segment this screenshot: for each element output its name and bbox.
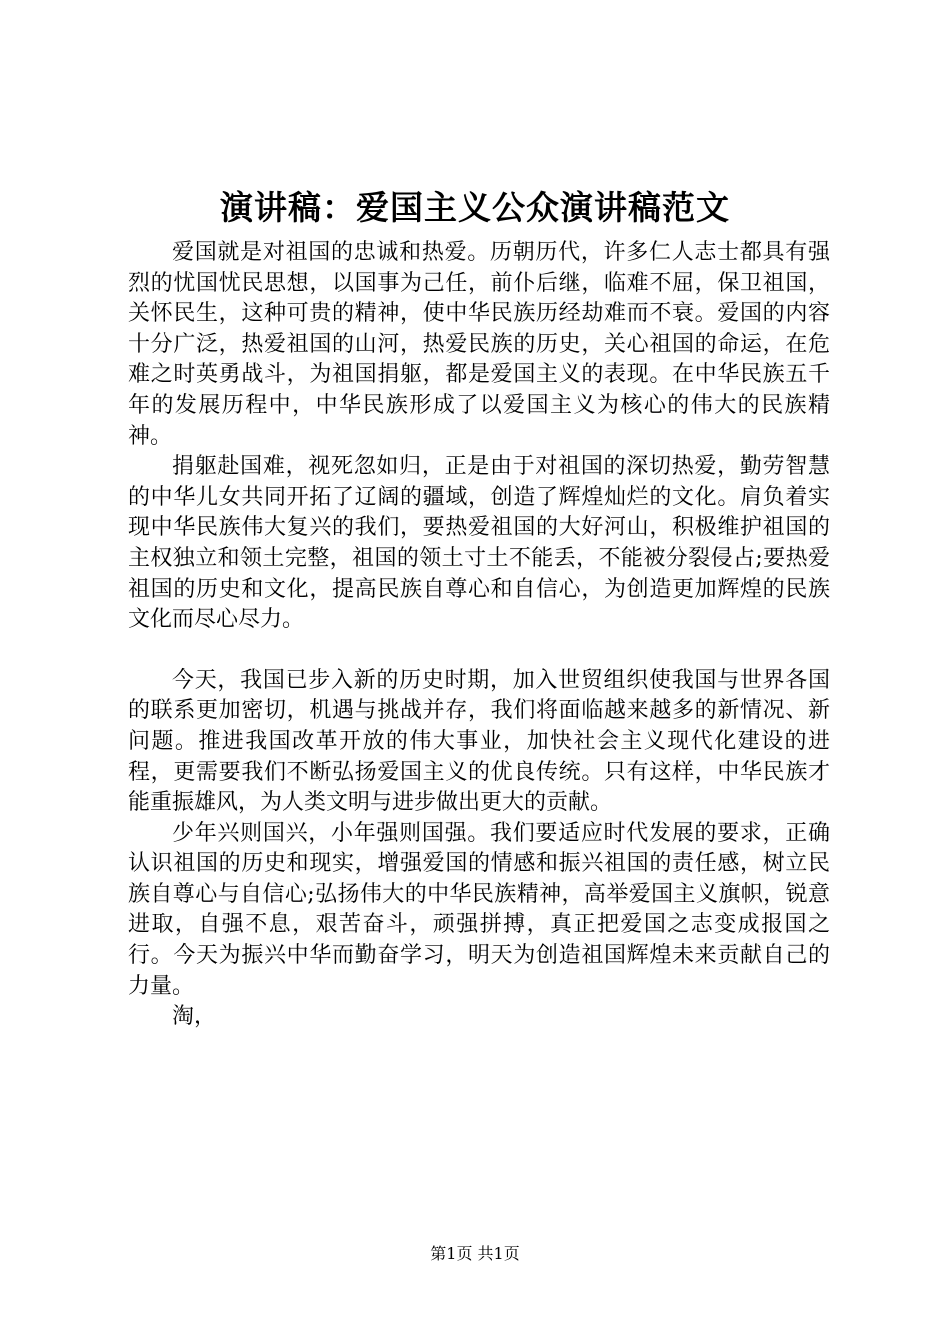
paragraph-3: 今天，我国已步入新的历史时期，加入世贸组织使我国与世界各国的联系更加密切，机遇与挑战并存，我们将面临越来越多的新情况、新问题。推进我国改革开放的伟大事业，加快社会主义现代化建设的进程，更需要我们不断弘扬爱国主义的优良传统。只有这样，中华民族才能重振雄风，为人类文明与进步做出更大的贡献。 [128, 667, 830, 816]
document-body [128, 238, 830, 1033]
document-title: 演讲稿：爱国主义公众演讲稿范文 [220, 188, 730, 227]
paragraph-5: 淘， [172, 1004, 217, 1030]
paragraph-4: 少年兴则国兴，小年强则国强。我们要适应时代发展的要求，正确认识祖国的历史和现实，增强爱国的情感和振兴祖国的责任感，树立民族自尊心与自信心;弘扬伟大的中华民族精神，高举爱国主义旗帜，锐意进取，自强不息，艰苦奋斗，顽强拼搏，真正把爱国之志变成报国之行。今天为振兴中华而勤奋学习，明天为创造祖国辉煌未来贡献自己的力量。 [128, 820, 830, 999]
paragraph-2: 捐躯赴国难，视死忽如归，正是由于对祖国的深切热爱，勤劳智慧的中华儿女共同开拓了辽阔的疆域，创造了辉煌灿烂的文化。肩负着实现中华民族伟大复兴的我们，要热爱祖国的大好河山，积极维护祖国的主权独立和领土完整，祖国的领土寸土不能丢，不能被分裂侵占;要热爱祖国的历史和文化，提高民族自尊心和自信心，为创造更加辉煌的民族文化而尽心尽力。 [128, 454, 830, 633]
page-number-footer: 第1页 共1页 [430, 1244, 520, 1263]
paragraph-1: 爱国就是对祖国的忠诚和热爱。历朝历代，许多仁人志士都具有强烈的忧国忧民思想，以国事为己任，前仆后继，临难不屈，保卫祖国，关怀民生，这种可贵的精神，使中华民族历经劫难而不衰。爱国的内容十分广泛，热爱祖国的山河，热爱民族的历史，关心祖国的命运，在危难之时英勇战斗，为祖国捐躯，都是爱国主义的表现。在中华民族五千年的发展历程中，中华民族形成了以爱国主义为核心的伟大的民族精神。 [128, 240, 830, 449]
